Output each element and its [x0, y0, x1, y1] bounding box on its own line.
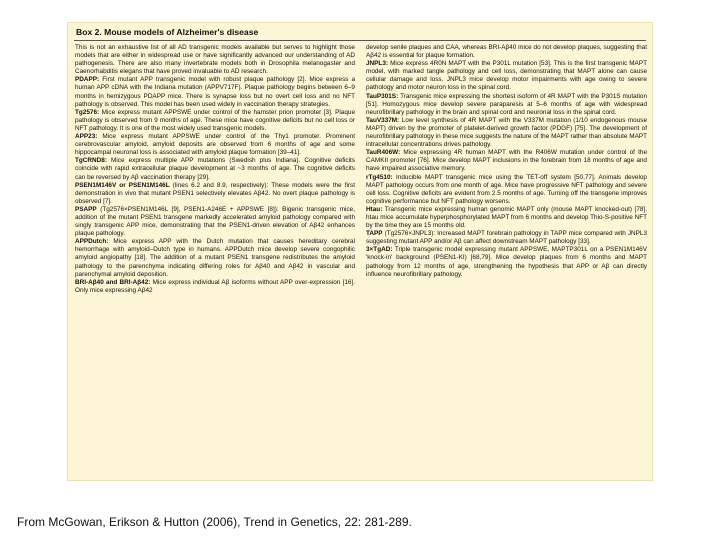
paragraph	[366, 174, 647, 206]
paragraph-text: Inducible MAPT transgenic mice using the TET-off system [50,77]. Animals develop MAPT pathology occurs from one month of age. Mice have progressive NFT pathology and severe cell loss. Cognitive deficits are evident from 2.5 months of age. Turning off the transgene improves cognitive performance but NFT pathology worsens.	[366, 173, 647, 205]
right-column	[366, 44, 647, 478]
paragraph	[366, 230, 647, 246]
paragraph-text: Triple transgenic model expressing mutant APPSWE, MAPTP301L on a PSEN1M146V 'knock-in' background (PSEN1-KI) [68,79]. Mice develop plaques from 6 months and MAPT pathology from 12 months of age, strengthening the hypothesis that APP or Aβ can directly influence neurofibrillary pathology.	[366, 246, 647, 278]
term: JNPL3:	[366, 60, 389, 68]
paragraph-text: Mice express individual Aβ isoforms without APP over-expression [16]. Only mice expressing Aβ42	[75, 278, 355, 294]
paragraph	[75, 109, 355, 133]
paragraph	[366, 246, 647, 278]
term: Htau:	[366, 205, 383, 213]
term: APP23:	[75, 133, 98, 141]
term: TauP301S:	[366, 92, 399, 100]
paragraph-text: Mice express mutant APPSWE under control of the Thy1 promoter. Prominent cerebrovascular amyloid, amyloid deposits are observed from 6 months of age and some hippocampal neuronal loss is associated with amyloid plaque formation [39–41].	[75, 133, 355, 157]
term: TauR406W:	[366, 149, 401, 157]
box-title: Box 2. Mouse models of Alzheimer's disease	[76, 27, 259, 37]
term: PDAPP:	[75, 76, 100, 84]
paragraph-text: (lines 6.2 and 8.9, respectively): These models were the first demonstration in vivo that mutant PSEN1 selectively elevates Aβ42. No overt plaque pathology is observed [7].	[75, 181, 355, 205]
paragraph-text: Mice express APP with the Dutch mutation that causes hereditary cerebral hemorrhage with amyloid–Dutch type in humans. APPDutch mice develop severe congophilic amyloid angiopathy [18]. The addition of a mutant PSEN1 transgene redistributes the amyloid pathology to the parenchyma indicating differing roles for Aβ40 and Aβ42 in vascular and parenchymal amyloid deposition.	[75, 238, 355, 278]
text-box	[67, 22, 653, 481]
paragraph-text: Mice express mutant APPSWE under control of the hamster prion promoter [3]. Plaque pathology is observed from 9 months of age. These mice have cognitive deficits but no cell loss or NFT pathology. It is one of the most widely used transgenic models.	[75, 108, 355, 132]
paragraph	[366, 60, 647, 92]
citation-caption: From McGowan, Erikson & Hutton (2006), Trend in Genetics, 22: 281-289.	[17, 515, 412, 529]
term: APPDutch:	[75, 238, 109, 246]
term: BRI-Aβ40 and BRI-Aβ42:	[75, 278, 151, 286]
paragraph	[75, 76, 355, 108]
paragraph	[366, 149, 647, 173]
paragraph	[75, 206, 355, 238]
term: Tg2576:	[75, 108, 100, 116]
paragraph	[75, 279, 355, 295]
paragraph-text: (Tg2576×PSEN1M146L [9], PSEN1-A246E + APPSWE [8]): Bigenic transgenic mice, addition of the mutant PSEN1 transgene markedly accelerated amyloid pathology compared with singly transgenic APP mice, demonstrating that the PSEN1-driven elevation of Aβ42 enhances plaque pathology.	[75, 205, 355, 238]
paragraph-text: Mice express multiple APP mutations (Swedish plus Indiana). Cognitive deficits coincide with rapid extracellular plaque development at ~3 months of age. The cognitive deficits can be reversed by Aβ vaccination therapy [29].	[75, 157, 355, 181]
paragraph	[366, 206, 647, 230]
term: 3×TgAD:	[366, 246, 393, 254]
term: PSAPP	[75, 205, 97, 213]
term: TgCRND8:	[75, 157, 107, 165]
term: rTg4510:	[366, 173, 393, 181]
paragraph-text: Mice express 4R0N MAPT with the P301L mutation [53]. This is the first transgenic MAPT model, with marked tangle pathology and cell loss, demonstrating that MAPT alone can cause cellular damage and loss. JNPL3 mice develop motor impairments with age owing to severe pathology and motor neuron loss in the spinal cord.	[366, 60, 647, 92]
paragraph-text: Transgenic mice expressing the shortest isoform of 4R MAPT with the P301S mutation [51]. Homozygous mice develop severe paraparesis at 5–6 months of age with widespread neurofibrillary pathology in the brain and spinal cord and neuronal loss in the spinal cord.	[366, 92, 647, 116]
paragraph-text: This is not an exhaustive list of all AD transgenic models available but serves to highlight those models that are either in widespread use or have significantly advanced our understanding of AD pathogenesis. There are also many invertebrate models both in Drosophila melanogaster and Caenorhabditis elegans that have proved invaluable to AD research.	[75, 44, 355, 76]
paragraph-text: (Tg2576×JNPL3): Increased MAPT forebrain pathology in TAPP mice compared with JNPL3 suggesting mutant APP and/or Aβ can affect downstream MAPT pathology [33].	[366, 230, 647, 246]
title-divider	[74, 40, 646, 41]
paragraph	[75, 182, 355, 206]
term: PSEN1M146V or PSEN1M146L	[75, 181, 170, 189]
paragraph	[366, 44, 647, 60]
paragraph-text: develop senile plaques and CAA, whereas BRI-Aβ40 mice do not develop plaques, suggesting that Aβ42 is essential for plaque formation.	[366, 44, 647, 60]
left-column	[75, 44, 355, 478]
paragraph	[75, 44, 355, 76]
term: TauV337M:	[366, 116, 400, 124]
paragraph	[366, 93, 647, 117]
paragraph-text: First mutant APP transgenic model with robust plaque pathology [2]. Mice express a human APP cDNA with the Indiana mutation (APPV717F). Plaque pathology begins between 6–9 months in hemizygous PDAPP mice. There is synapse loss but no overt cell loss and no NFT pathology is observed. This model has been used widely in vaccination therapy strategies.	[75, 76, 355, 108]
paragraph-text: Transgenic mice expressing human genomic MAPT only (mouse MAPT knocked-out) [78]. htau mice accumulate hyperphosphorylated MAPT from 6 months and develop Thio-S-positive NFT by the time they are 15 months old.	[366, 205, 647, 230]
paragraph	[75, 133, 355, 157]
paragraph	[75, 157, 355, 181]
paragraph	[366, 117, 647, 149]
paragraph-text: Low level synthesis of 4R MAPT with the V337M mutation (1/10 endogenous mouse MAPT) driven by the promoter of platelet-derived growth factor (PDGF) [75]. The development of neurofibrillary pathology in these mice suggests the nature of the MAPT rather than absolute MAPT intracellular concentrations drives pathology.	[366, 116, 647, 149]
paragraph	[75, 238, 355, 278]
paragraph-text: Mice expressing 4R human MAPT with the R406W mutation under control of the CAMKII promoter [76]. Mice develop MAPT inclusions in the forebrain from 18 months of age and have impaired associative memory.	[366, 149, 647, 173]
term: TAPP	[366, 230, 383, 238]
